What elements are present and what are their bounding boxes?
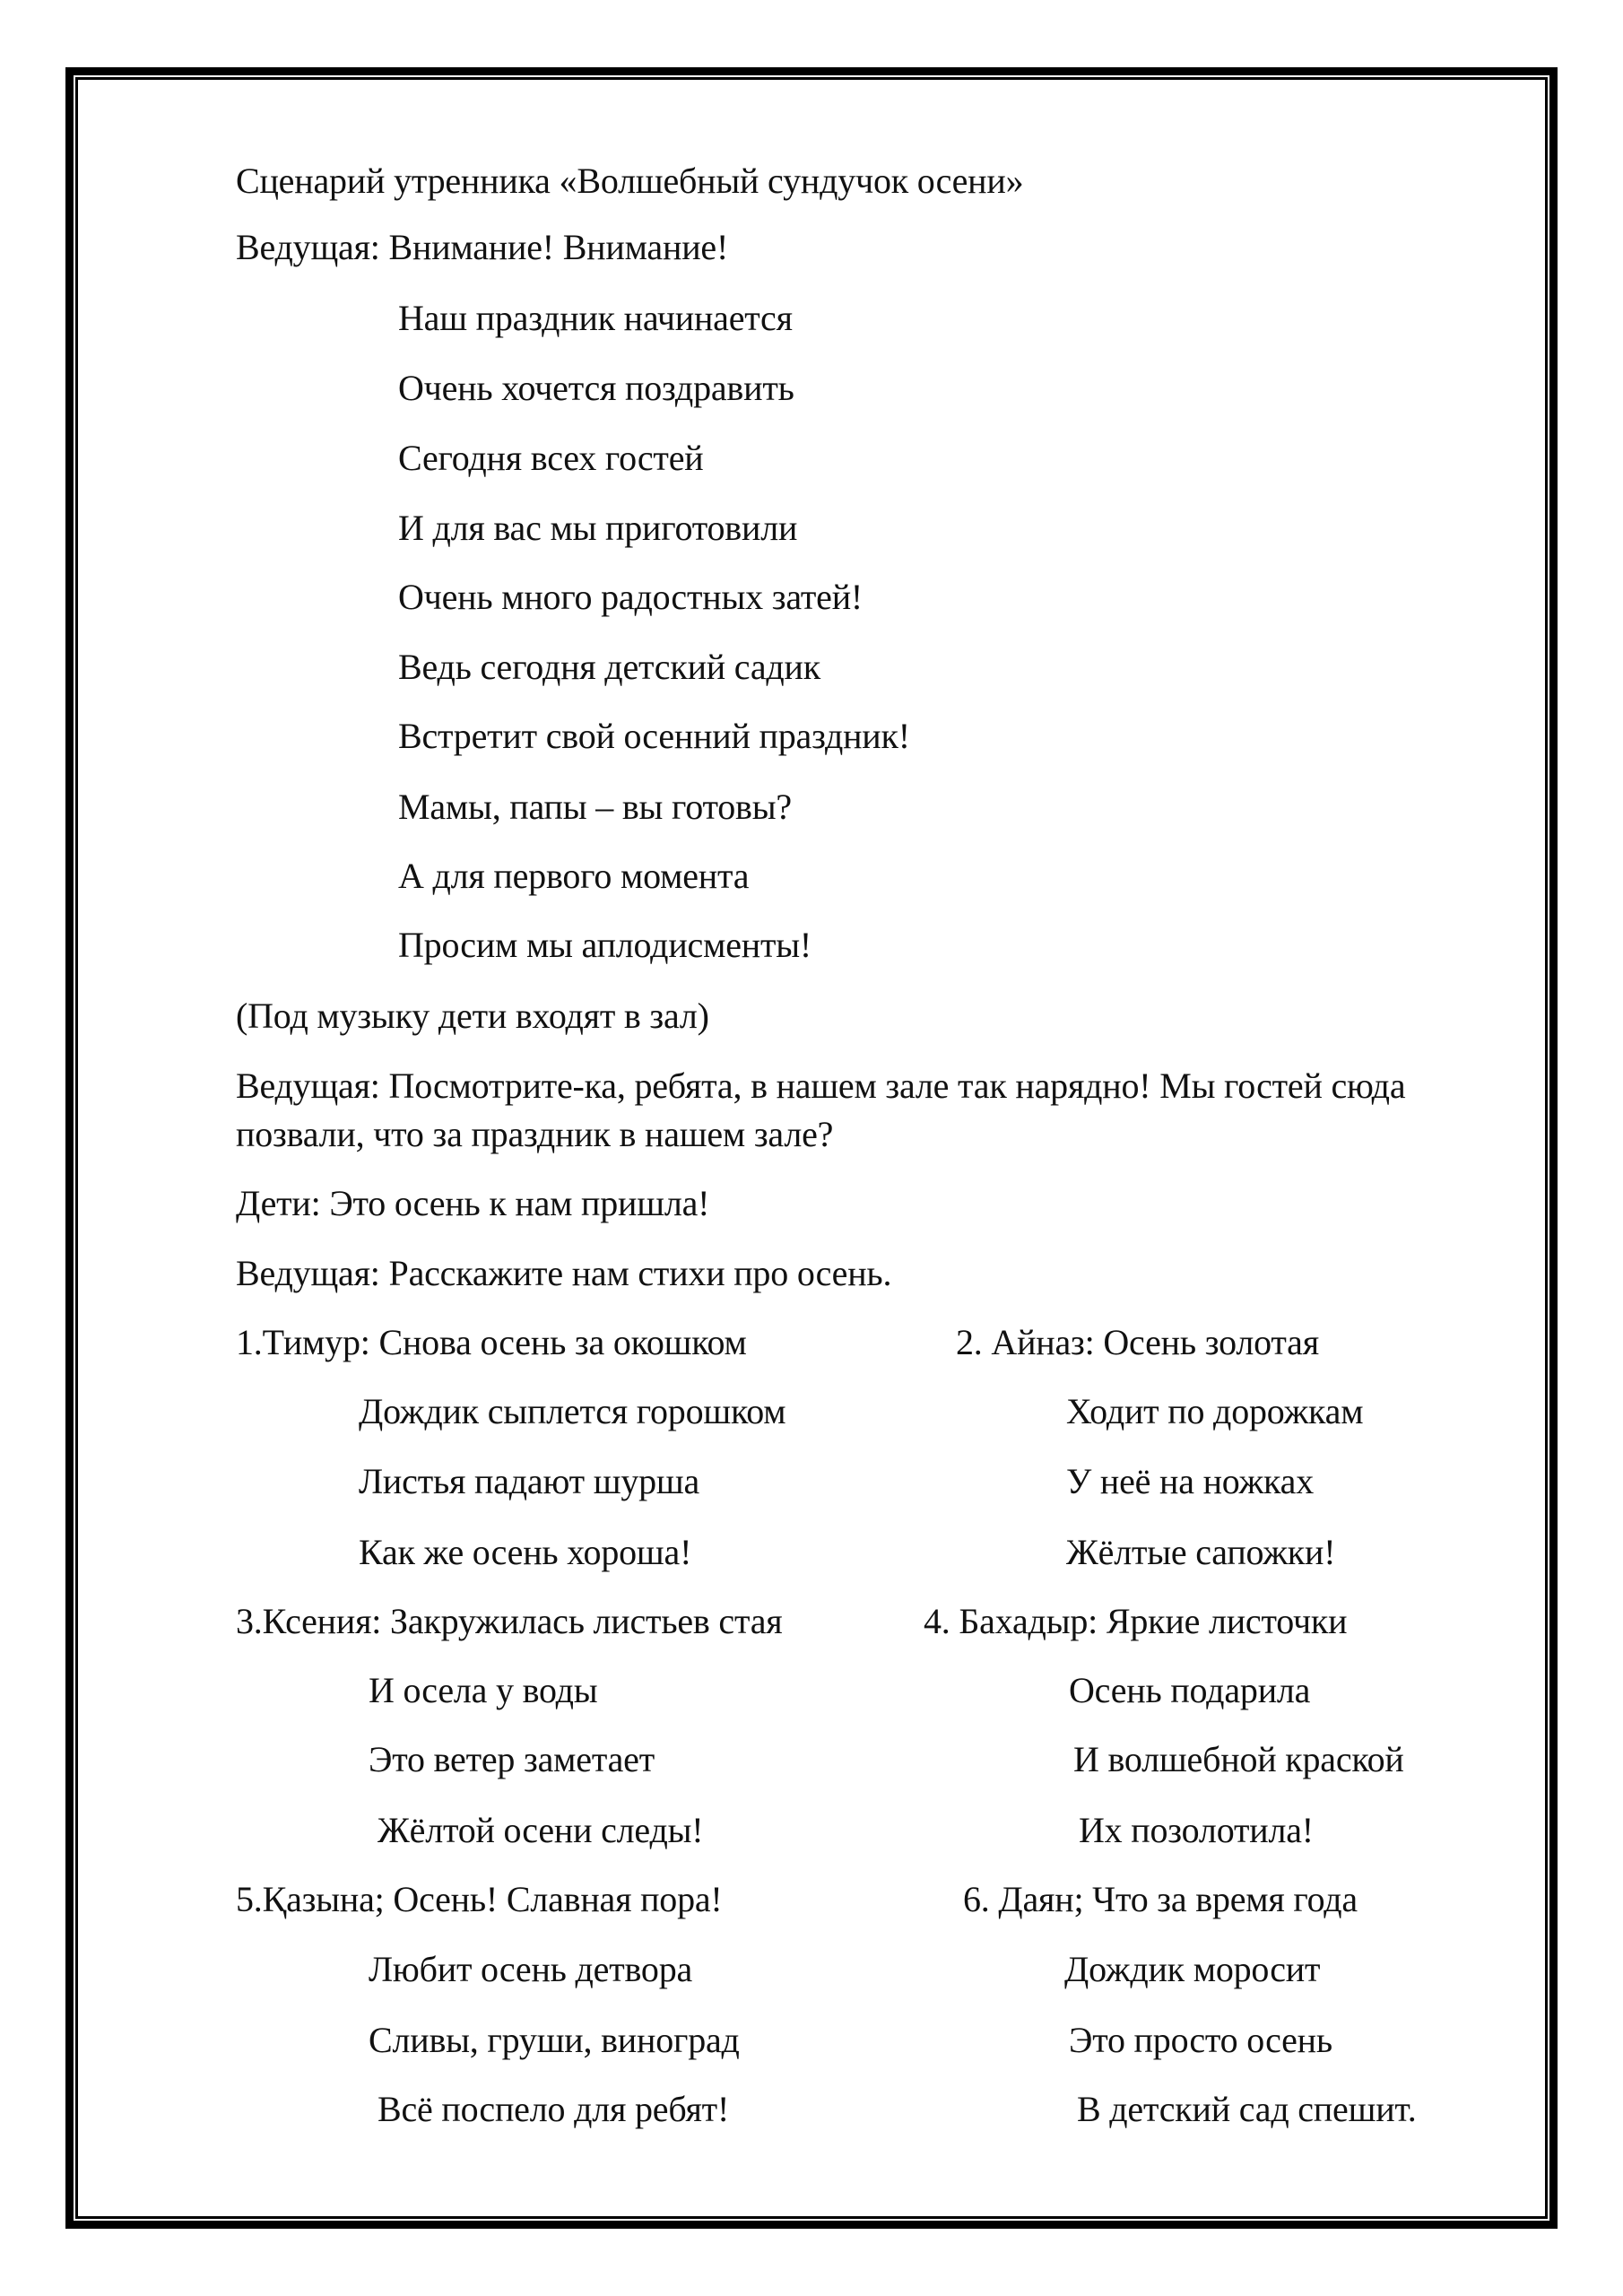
verse-line: Очень хочется поздравить [398,368,794,408]
document-title: Сценарий утренника «Волшебный сундучок осени» [236,161,1024,201]
verse-line: Очень много радостных затей! [398,577,864,617]
verse-line: Сегодня всех гостей [398,438,704,478]
poem-line: Всё поспело для ребят! [378,2089,730,2129]
poem-line: Это ветер заметает [369,1739,655,1779]
host-dialogue-line: позвали, что за праздник в нашем зале? [236,1114,834,1154]
poem-line: Как же осень хороша! [359,1532,692,1572]
stage-direction: (Под музыку дети входят в зал) [236,996,709,1036]
poem-line: И осела у воды [369,1670,598,1710]
host-dialogue-line: Ведущая: Расскажите нам стихи про осень. [236,1253,892,1293]
poem-line: Листья падают шурша [359,1461,700,1501]
verse-line: Наш праздник начинается [398,298,793,338]
poem-line: Любит осень детвора [369,1949,693,1989]
poem-line: Это просто осень [1069,2020,1332,2060]
verse-line: А для первого момента [398,856,750,896]
poem-heading: 5.Қазына; Осень! Славная пора! [236,1879,723,1919]
verse-line: Просим мы аплодисменты! [398,925,812,965]
poem-heading: 3.Ксения: Закружилась листьев стая [236,1601,783,1641]
poem-line: В детский сад спешит. [1077,2089,1417,2129]
host-dialogue-line: Ведущая: Посмотрите-ка, ребята, в нашем зале так нарядно! Мы гостей сюда [236,1065,1406,1106]
poem-line: Жёлтые сапожки! [1066,1532,1336,1572]
poem-heading: 2. Айназ: Осень золотая [956,1322,1319,1362]
verse-line: Мамы, папы – вы готовы? [398,787,792,827]
poem-line: Дождик сыплется горошком [359,1391,786,1431]
poem-line: У неё на ножках [1066,1461,1315,1501]
children-dialogue-line: Дети: Это осень к нам пришла! [236,1183,710,1223]
poem-heading: 6. Даян; Что за время года [963,1879,1358,1919]
poem-line: Осень подарила [1069,1670,1311,1710]
poem-line: Дождик моросит [1064,1949,1321,1989]
poem-line: И волшебной краской [1073,1739,1404,1779]
poem-heading: 1.Тимур: Снова осень за окошком [236,1322,747,1362]
host-intro-line: Ведущая: Внимание! Внимание! [236,227,729,267]
verse-line: Ведь сегодня детский садик [398,647,820,687]
poem-line: Их позолотила! [1079,1810,1314,1850]
verse-line: Встретит свой осенний праздник! [398,716,910,756]
poem-line: Сливы, груши, виноград [369,2020,740,2060]
poem-line: Ходит по дорожкам [1066,1391,1364,1431]
poem-line: Жёлтой осени следы! [378,1810,704,1850]
verse-line: И для вас мы приготовили [398,508,798,548]
poem-heading: 4. Бахадыр: Яркие листочки [924,1601,1348,1641]
